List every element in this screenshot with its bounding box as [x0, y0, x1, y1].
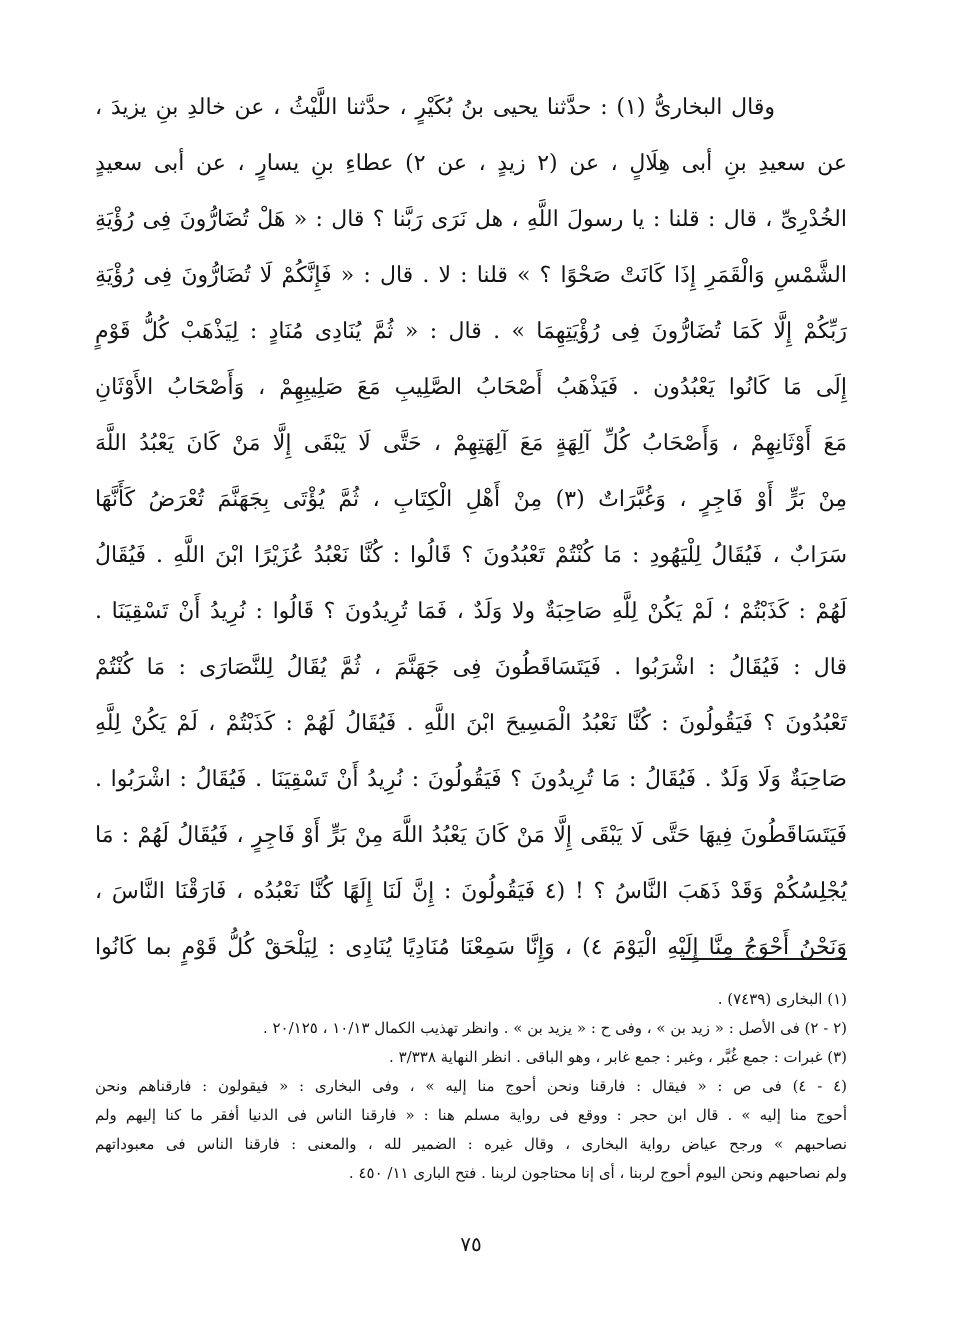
text-line: وقال البخارىُّ (١) : حدَّثنا يحيى بنُ بُكَيْرٍ ، حدَّثنا اللَّيْثُ ، عن خالدِ بنِ يزيدَ ، — [95, 95, 776, 120]
footnote-4-continued: أحوج منا إليه » . قال ابن حجر : ووقع فى رواية مسلم هنا : « فارقنا الناس فى الدنيا أفقر ما كنا إليهم ولم — [95, 1106, 847, 1124]
footnotes — [95, 985, 847, 1188]
footnote-4: (٤ - ٤) فى ص : « فيقال : فارقنا ونحن أحوج منا إليه » ، وفى البخارى : « فيقولون : فارقناهم ونحن — [95, 1077, 847, 1095]
text-line: سَرَابٌ ، فَيُقَالُ لِلْيَهُودِ : مَا كُنْتُمْ تَعْبُدُونَ ؟ قَالُوا : كُنَّا نَعْبُدُ عُزَيْرًا ابْنَ اللَّهِ . فَيُقَالُ — [95, 543, 847, 568]
footnote-4-continued: نصاحبهم » ورجح عياض رواية البخارى ، وقال غيره : الضمير لله ، والمعنى : فارقنا الناس فى معبوداتهم — [95, 1135, 847, 1153]
text-line: صَاحِبَةٌ وَلَا وَلَدٌ . فَيُقَالُ : مَا تُرِيدُونَ ؟ فَيَقُولُونَ : نُرِيدُ أَنْ تَسْقِيَنَا . فَيُقَالُ : اشْرَبُوا . — [95, 767, 847, 792]
book-page — [95, 80, 847, 1280]
text-line: الخُدْرِىِّ ، قال : قلنا : يا رسولَ اللَّهِ ، هل نَرَى رَبَّنا ؟ قال : « هَلْ تُضَارُّونَ فِى رُؤْيَةِ — [95, 207, 847, 232]
footnote-2: (٢ - ٢) فى الأصل : « زيد بن » ، وفى ح : « يزيد بن » . وانظر تهذيب الكمال ١٠/١٣ ، ٢٠/١٢٥ . — [262, 1019, 847, 1037]
text-line: مَعَ أَوْثَانِهِمْ ، وَأَصْحَابُ كُلِّ آلِهَةٍ مَعَ آلِهَتِهِمْ ، حَتَّى لَا يَبْقَى إِلَّا مَنْ كَانَ يَعْبُدُ اللَّهَ — [95, 431, 847, 456]
footnote-4-continued: ولم نصاحبهم ونحن اليوم أحوج لربنا ، أى إنا محتاجون لربنا . فتح البارى ١١/ ٤٥٠ . — [348, 1164, 847, 1182]
text-line: يُجْلِسُكُمْ وَقَدْ ذَهَبَ النَّاسُ ؟ ! (٤ فَيَقُولُونَ : إِنَّ لَنَا إِلَهًا كُنَّا نَعْبُدُه ، فَارَقْنَا النَّاسَ ، — [95, 879, 847, 904]
text-line: الشَّمْسِ وَالْقَمَرِ إِذَا كَانَتْ صَحْوًا ؟ » قلنا : لا . قال : « فَإِنَّكُمْ لَا تُضَارُّونَ فِى رُؤْيَةِ — [95, 263, 847, 288]
footnote-1: (١) البخارى (٧٤٣٩) . — [717, 990, 847, 1008]
text-line: فَيَتَسَاقَطُونَ فِيهَا حَتَّى لَا يَبْقَى إِلَّا مَنْ كَانَ يَعْبُدُ اللَّهَ مِنْ بَرٍّ أَوْ فَاجِرٍ ، فَيُقَالُ لَهُمْ : مَا — [95, 823, 847, 848]
footnote-3: (٣) غبرات : جمع غُبَّر ، وغبر : جمع غابر ، وهو الباقى . انظر النهاية ٣/٣٣٨ . — [389, 1048, 847, 1066]
text-line: تَعْبُدُونَ ؟ فَيَقُولُونَ : كُنَّا نَعْبُدُ الْمَسِيحَ ابْنَ اللَّهِ . فَيُقَالُ لَهُمْ : كَذَبْتُمْ ، لَمْ يَكُنْ لِلَّهِ — [95, 711, 847, 736]
main-text — [95, 80, 847, 976]
footnote-separator — [681, 958, 847, 960]
text-line: رَبِّكُمْ إِلَّا كَمَا تُضَارُّونَ فِى رُؤْيَتِهِمَا » . قال : « ثُمَّ يُنَادِى مُنَادٍ : لِيَذْهَبْ كُلُّ قَوْمٍ — [95, 319, 847, 344]
page-number: ٧٥ — [460, 1232, 482, 1256]
text-line: إِلَى مَا كَانُوا يَعْبُدُون . فَيَذْهَبُ أَصْحَابُ الصَّلِيبِ مَعَ صَلِيبِهِمْ ، وَأَصْحَابُ الأَوْثَانِ — [95, 375, 847, 400]
text-line: مِنْ بَرٍّ أَوْ فَاجِرٍ ، وَغُبَّرَاتٌ (٣) مِنْ أَهْلِ الْكِتَابِ ، ثُمَّ يُؤْتَى بِجَهَنَّمَ تُعْرَضُ كَأَنَّهَا — [95, 487, 847, 512]
text-line: وَنَحْنُ أَحْوَجُ مِنَّا إِلَيْهِ الْيَوْمَ ٤) ، وَإِنَّا سَمِعْنَا مُنَادِيًا يُنَادِى : لِيَلْحَقْ كُلُّ قَوْمٍ بما كَانُوا — [95, 935, 847, 960]
text-line: عن سعيدِ بنِ أبى هِلَالٍ ، عن (٢ زيدٍ ، عن ٢) عطاءِ بنِ يسارٍ ، عن أبى سعيدٍ — [95, 151, 847, 176]
text-line: لَهُمْ : كَذَبْتُمْ ؛ لَمْ يَكُنْ لِلَّهِ صَاحِبَةٌ ولا وَلَدٌ ، فَمَا تُرِيدُونَ ؟ قَالُوا : نُرِيدُ أَنْ تَسْقِيَنَا . — [95, 599, 847, 624]
text-line: قال : فَيُقَالُ : اشْرَبُوا . فَيَتَسَاقَطُونَ فِى جَهَنَّمَ ، ثُمَّ يُقَالُ لِلنَّصَارَى : مَا كُنْتُمْ — [95, 655, 847, 680]
